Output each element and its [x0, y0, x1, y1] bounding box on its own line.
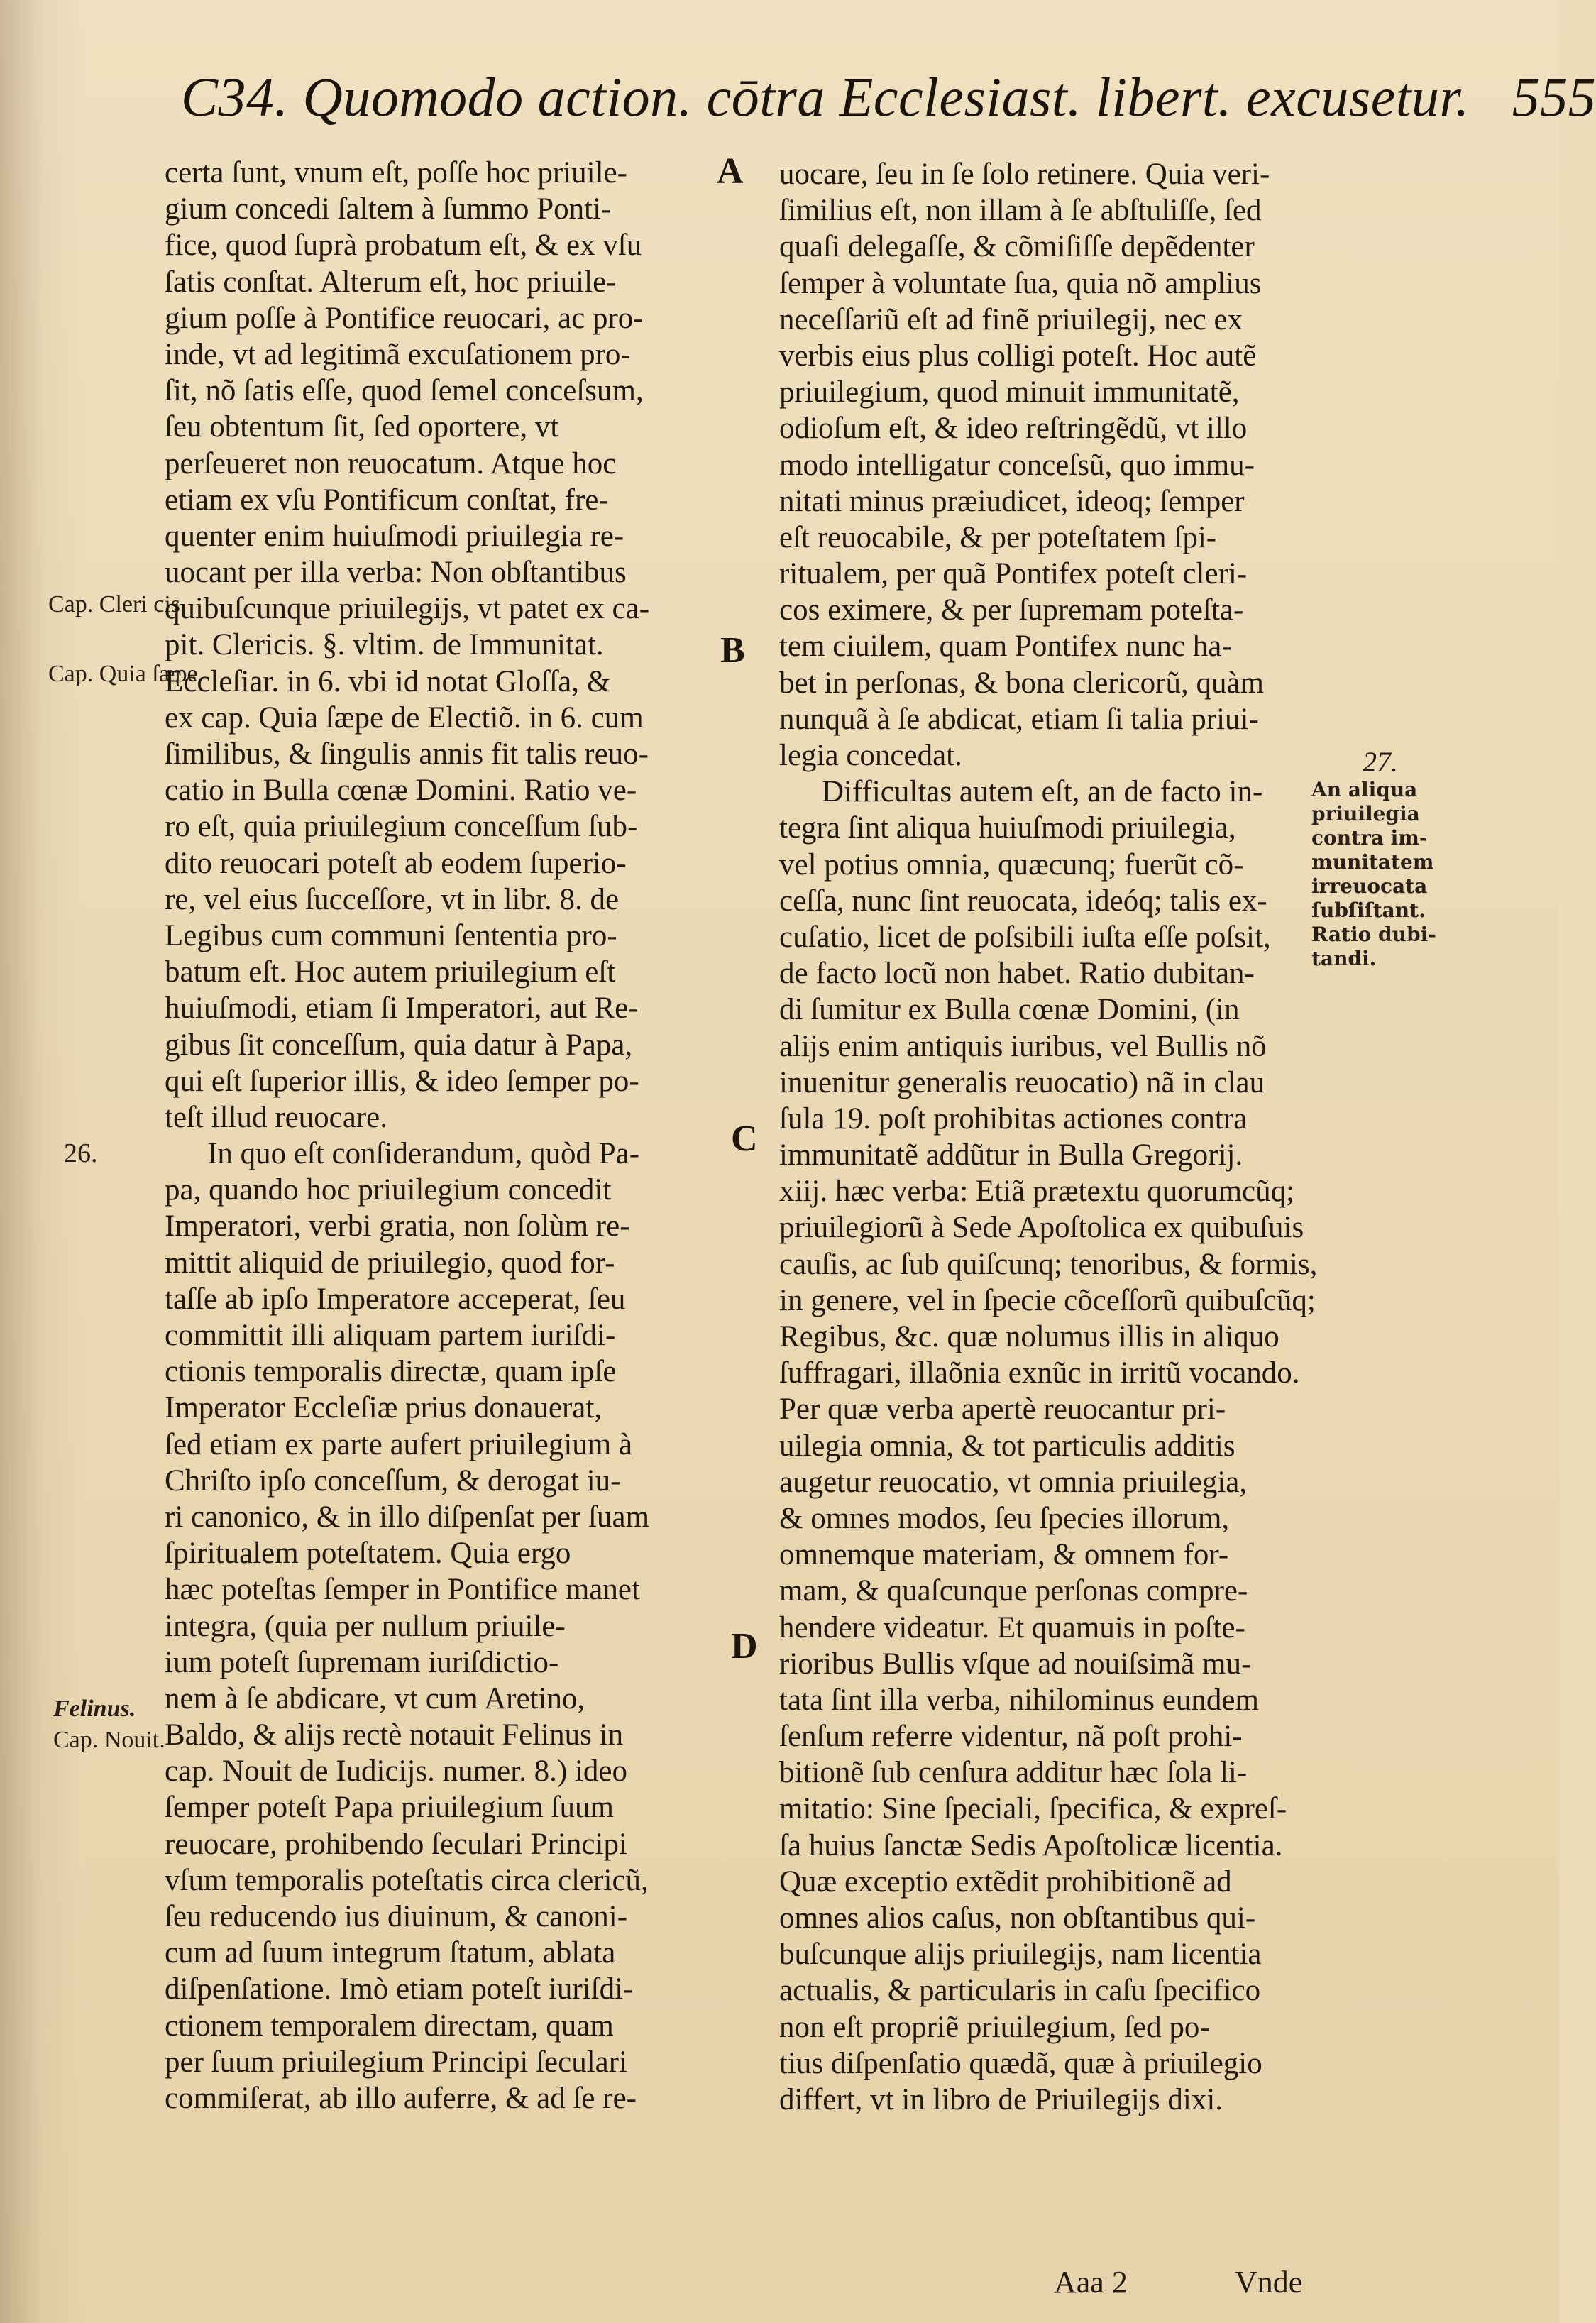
text-line: integra, (quia per nullum priuile-: [165, 1609, 566, 1643]
text-line: ſimilibus, & ſingulis annis fit talis reuo-: [165, 737, 649, 771]
text-line: gium concedi ſaltem à ſummo Ponti-: [165, 192, 612, 226]
text-line: ſuffragari, illaõnia exnũc in irritũ vocando.: [779, 1356, 1300, 1390]
text-line: ceſſa, nunc ſint reuocata, ideóq; talis ex-: [779, 884, 1267, 918]
text-line: tius diſpenſatio quædã, quæ à priuilegio: [779, 2046, 1262, 2080]
text-line: uocant per illa verba: Non obſtantibus: [165, 556, 627, 590]
text-line: verbis eius plus colligi poteſt. Hoc autẽ: [779, 339, 1257, 373]
text-line: ſemper à voluntate ſua, quia nõ amplius: [779, 266, 1262, 300]
text-line: taſſe ab ipſo Imperatore acceperat, ſeu: [165, 1282, 626, 1316]
text-line: committit illi aliquam partem iuriſdi-: [165, 1319, 616, 1352]
text-line: per ſuum priuilegium Principi ſeculari: [165, 2045, 628, 2079]
page-number: 555: [1512, 66, 1596, 128]
text-line: bet in perſonas, & bona clericorũ, quàm: [779, 666, 1265, 700]
text-line: rioribus Bullis vſque ad nouiſsimã mu-: [779, 1647, 1252, 1681]
text-line: ium poteſt ſupremam iuriſdictio-: [165, 1645, 559, 1679]
text-line: xiij. hæc verba: Etiã prætextu quorumcũq;: [779, 1175, 1295, 1209]
text-line: Imperator Eccleſiæ prius donauerat,: [165, 1391, 602, 1425]
text-line: ſemper poteſt Papa priuilegium ſuum: [165, 1791, 614, 1825]
section-letter-d: D: [731, 1626, 758, 1666]
margin-note-line: tandi.: [1311, 947, 1377, 970]
text-line: ſimilius eſt, non illam à ſe abſtuliſſe, ſed: [779, 194, 1262, 228]
margin-note-an-aliqua: [1311, 778, 1482, 971]
text-line: ſa huius ſanctæ Sedis Apoſtolicæ licentia.: [779, 1828, 1283, 1862]
text-line: eſt reuocabile, & per poteſtatem ſpi-: [779, 520, 1217, 554]
section-letter-b: B: [720, 630, 745, 671]
text-line: ſed etiam ex parte aufert priuilegium à: [165, 1427, 633, 1461]
text-line: uocare, ſeu in ſe ſolo retinere. Quia veri-: [779, 158, 1270, 191]
text-line: legia concedat.: [779, 739, 962, 772]
text-line: Baldo, & alijs rectè notauit Felinus in: [165, 1718, 624, 1752]
signature-mark: Aaa 2: [1054, 2265, 1128, 2300]
text-line: quibuſcunque priuilegijs, vt patet ex ca-: [165, 592, 650, 626]
text-line: hæc poteſtas ſemper in Pontifice manet: [165, 1573, 640, 1607]
text-line: omnemque materiam, & omnem for-: [779, 1538, 1229, 1572]
margin-note-line: ſubſiſtant.: [1311, 899, 1426, 922]
text-line: teſt illud reuocare.: [165, 1100, 387, 1134]
text-line: dito reuocari poteſt ab eodem ſuperio-: [165, 846, 627, 880]
text-line: ſpiritualem poteſtatem. Quia ergo: [165, 1537, 571, 1571]
text-line: vel potius omnia, quæcunq; fuerũt cõ-: [779, 847, 1244, 882]
text-line: tata ſint illa verba, nihilominus eundem: [779, 1683, 1259, 1717]
margin-note-line: An aliqua: [1311, 778, 1418, 801]
text-line: Chriſto ipſo conceſſum, & derogat iu-: [165, 1463, 621, 1498]
text-line: Imperatori, verbi gratia, non ſolùm re-: [165, 1209, 630, 1243]
section-letter-c: C: [731, 1119, 758, 1159]
text-line: diſpenſatione. Imò etiam poteſt iuriſdi-: [165, 1972, 634, 2006]
text-line: re, vel eius ſucceſſore, vt in libr. 8. de: [165, 882, 620, 916]
text-line: ro eſt, quia priuilegium conceſſum ſub-: [165, 810, 638, 844]
paragraph-number-26: 26.: [64, 1138, 98, 1168]
text-line: In quo eſt conſiderandum, quòd Pa-: [207, 1137, 640, 1171]
text-line: cap. Nouit de Iudicijs. numer. 8.) ideo: [165, 1754, 628, 1789]
text-line: modo intelligatur conceſsũ, quo immu-: [779, 448, 1255, 482]
text-line: nitati minus præiudicet, ideoq; ſemper: [779, 484, 1245, 518]
text-line: ri canonico, & in illo diſpenſat per ſuam: [165, 1500, 650, 1534]
text-line: odioſum eſt, & ideo reſtringẽdũ, vt illo: [779, 412, 1248, 446]
text-line: ſatis conſtat. Alterum eſt, hoc priuile-: [165, 265, 617, 299]
text-line: Legibus cum communi ſententia pro-: [165, 918, 617, 952]
text-line: pit. Clericis. §. vltim. de Immunitat.: [165, 628, 604, 662]
text-line: de facto locũ non habet. Ratio dubitan-: [779, 957, 1255, 991]
left-text-column: [165, 155, 732, 2116]
text-line: inuenitur generalis reuocatio) nã in clau: [779, 1065, 1265, 1099]
text-line: mitatio: Sine ſpeciali, ſpecifica, & expreſ-: [779, 1792, 1287, 1826]
text-line: cum ad ſuum integrum ſtatum, ablata: [165, 1936, 616, 1970]
text-line: quaſi delegaſſe, & cõmiſiſſe depẽdenter: [779, 230, 1255, 264]
text-line: vſum temporalis poteſtatis circa clericũ,: [165, 1863, 649, 1897]
text-line: immunitatẽ addũtur in Bulla Gregorij.: [779, 1138, 1243, 1173]
text-line: differt, vt in libro de Priuilegijs dixi.: [779, 2082, 1223, 2116]
text-line: cuſatio, licet de poſsibili iuſta eſſe poſsit,: [779, 920, 1271, 954]
margin-note-line: munitatem: [1311, 850, 1434, 874]
text-line: in genere, vel in ſpecie cõceſſorũ quibuſcũq;: [779, 1283, 1316, 1317]
text-line: Regibus, &c. quæ nolumus illis in aliquo: [779, 1320, 1279, 1353]
text-line: alijs enim antiquis iuribus, vel Bullis nõ: [779, 1029, 1267, 1063]
text-line: uilegia omnia, & tot particulis additis: [779, 1429, 1235, 1463]
margin-note-line: contra im-: [1311, 826, 1428, 850]
paragraph-number-27: 27.: [1363, 746, 1398, 778]
text-line: ex cap. Quia ſæpe de Electiõ. in 6. cum: [165, 701, 644, 735]
running-title: C34. Quomodo action. cōtra Ecclesiast. libert. excusetur.: [181, 66, 1470, 128]
margin-note-line: Ratio dubi-: [1311, 923, 1436, 946]
text-line: bitionẽ ſub cenſura additur hæc ſola li-: [779, 1756, 1248, 1790]
text-line: tem ciuilem, quam Pontifex nunc ha-: [779, 630, 1232, 664]
text-line: Difficultas autem eſt, an de facto in-: [822, 775, 1263, 809]
text-line: priuilegium, quod minuit immunitatẽ,: [779, 375, 1240, 410]
text-line: & omnes modos, ſeu ſpecies illorum,: [779, 1501, 1230, 1535]
right-text-column: [779, 156, 1354, 2118]
text-line: pa, quando hoc priuilegium concedit: [165, 1173, 612, 1207]
margin-note-cap-nouit: Cap. Nouit.: [53, 1727, 165, 1753]
text-line: ſenſum referre videntur, nã poſt prohi-: [779, 1720, 1243, 1754]
text-line: buſcunque alijs priuilegijs, nam licentia: [779, 1938, 1262, 1972]
text-line: huiuſmodi, etiam ſi Imperatori, aut Re-: [165, 992, 639, 1026]
text-line: cos eximere, & per ſupremam poteſta-: [779, 593, 1244, 627]
margin-note-line: irreuocata: [1311, 874, 1428, 898]
text-line: neceſſariũ eſt ad finẽ priuilegij, nec ex: [779, 302, 1243, 336]
text-line: quenter enim huiuſmodi priuilegia re-: [165, 519, 624, 553]
text-line: omnes alios caſus, non obſtantibus qui-: [779, 1901, 1256, 1935]
text-line: priuilegiorũ à Sede Apoſtolica ex quibuſuis: [779, 1211, 1304, 1245]
text-line: fice, quod ſuprà probatum eſt, & ex vſu: [165, 229, 642, 263]
text-line: mam, & quaſcunque perſonas compre-: [779, 1574, 1248, 1608]
text-line: ſula 19. poſt prohibitas actiones contra: [779, 1102, 1248, 1136]
text-line: Eccleſiar. in 6. vbi id notat Gloſſa, &: [165, 664, 611, 698]
text-line: nunquã à ſe abdicat, etiam ſi talia priui-: [779, 702, 1259, 736]
text-line: reuocare, prohibendo ſeculari Principi: [165, 1827, 627, 1861]
text-line: ctionem temporalem directam, quam: [165, 2009, 614, 2043]
running-header: [181, 65, 1596, 143]
text-line: etiam ex vſu Pontificum conſtat, fre-: [165, 483, 609, 517]
text-line: di ſumitur ex Bulla cœnæ Domini, (in: [779, 993, 1240, 1027]
margin-note-line: priuilegia: [1311, 802, 1420, 825]
text-line: catio in Bulla cœnæ Domini. Ratio ve-: [165, 774, 637, 808]
text-line: inde, vt ad legitimã excuſationem pro-: [165, 337, 631, 371]
text-line: augetur reuocatio, vt omnia priuilegia,: [779, 1465, 1248, 1499]
text-line: hendere videatur. Et quamuis in poſte-: [779, 1610, 1245, 1644]
margin-note-quia-saepe: Cap. Quia ſæpe.: [48, 661, 204, 687]
text-line: tegra ſint aliqua huiuſmodi priuilegia,: [779, 811, 1236, 845]
text-line: ritualem, per quã Pontifex poteſt cleri-: [779, 557, 1248, 591]
text-line: commiſerat, ab illo auferre, & ad ſe re-: [165, 2081, 637, 2115]
catchword: Vnde: [1235, 2265, 1303, 2300]
text-line: non eſt propriẽ priuilegium, ſed po-: [779, 2010, 1210, 2044]
text-line: ſeu obtentum ſit, ſed oportere, vt: [165, 410, 559, 444]
margin-note-clericis: Cap. Cleri cis.: [48, 591, 187, 617]
text-line: gibus ſit conceſſum, quia datur à Papa,: [165, 1028, 633, 1062]
text-line: mittit aliquid de priuilegio, quod for-: [165, 1246, 615, 1280]
text-line: qui eſt ſuperior illis, & ideo ſemper po-: [165, 1064, 639, 1098]
text-line: certa ſunt, vnum eſt, poſſe hoc priuile-: [165, 156, 627, 190]
text-line: ſeu reducendo ius diuinum, & canoni-: [165, 1900, 628, 1933]
text-line: nem à ſe abdicare, vt cum Aretino,: [165, 1681, 585, 1715]
section-letter-a: A: [717, 151, 744, 192]
text-line: gium poſſe à Pontifice reuocari, ac pro-: [165, 301, 644, 335]
text-line: cauſis, ac ſub quiſcunq; tenoribus, & formis,: [779, 1247, 1318, 1281]
text-line: perſeueret non reuocatum. Atque hoc: [165, 446, 617, 480]
margin-note-felinus: Felinus.: [53, 1696, 136, 1722]
text-line: ctionis temporalis directæ, quam ipſe: [165, 1355, 617, 1389]
text-line: ſit, nõ ſatis eſſe, quod ſemel conceſsum,: [165, 374, 644, 408]
text-line: batum eſt. Hoc autem priuilegium eſt: [165, 955, 616, 989]
text-line: Quæ exceptio extẽdit prohibitionẽ ad: [779, 1865, 1232, 1899]
text-line: actualis, & particularis in caſu ſpecifico: [779, 1974, 1261, 2008]
text-line: Per quæ verba apertè reuocantur pri-: [779, 1393, 1226, 1427]
